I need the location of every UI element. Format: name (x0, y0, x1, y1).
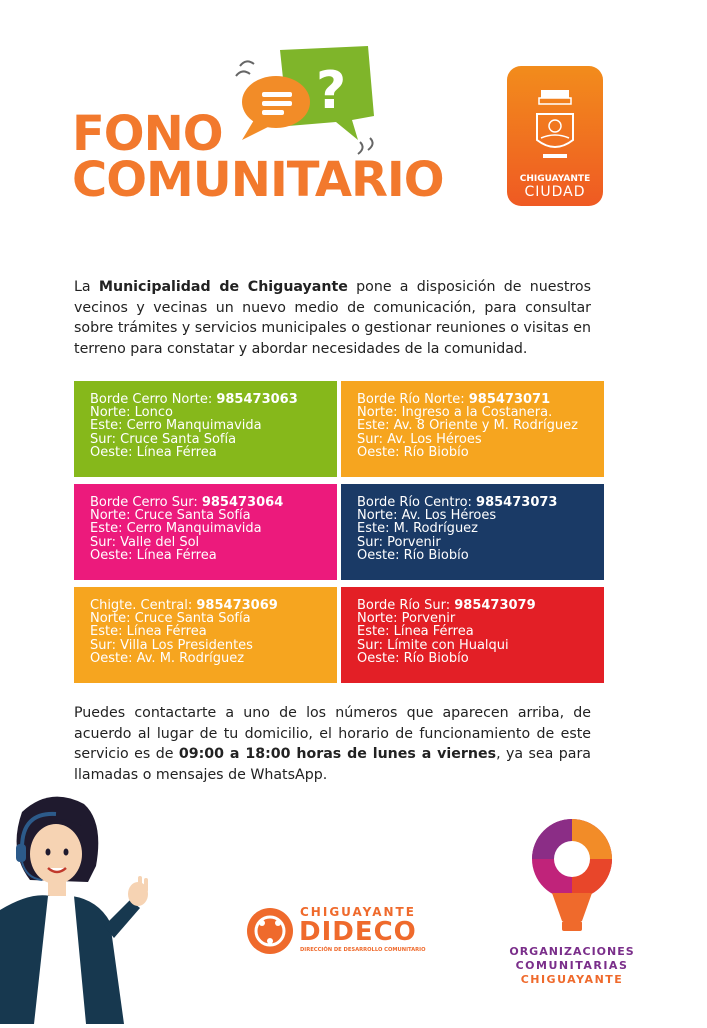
zone-name: Borde Río Centro: (357, 495, 477, 510)
zone-este: Este: M. Rodríguez (357, 521, 478, 537)
zone-oeste: Oeste: Línea Férrea (90, 547, 217, 563)
badge-line-2: CIUDAD (524, 184, 586, 200)
zone-este: Este: Línea Férrea (357, 624, 474, 640)
zone-norte: Norte: Av. Los Héroes (357, 508, 497, 524)
city-logo (507, 66, 603, 206)
zone-sur: Sur: Av. Los Héroes (357, 431, 482, 447)
contact-rest: , ya sea para llamadas o mensajes de WhatsApp. (74, 746, 592, 783)
intro-bold: Municipalidad de Chiguayante (98, 279, 348, 295)
zone-oeste: Oeste: Río Biobío (357, 650, 469, 666)
zone-sur: Sur: Villa Los Presidentes (90, 637, 253, 653)
dideco-top: CHIGUAYANTE (300, 905, 416, 919)
zone-name: Chigte. Central: (90, 598, 197, 613)
zone-norte: Norte: Porvenir (357, 611, 456, 627)
zone-norte: Norte: Ingreso a la Costanera. (357, 405, 553, 421)
zone-name: Borde Río Norte: (357, 392, 469, 407)
zone-oeste: Oeste: Línea Férrea (90, 444, 217, 460)
page-title (72, 106, 444, 208)
badge-line-1: CHIGUAYANTE (519, 174, 591, 184)
intro-rest: pone a disposición de nuestros vecinos y vecinas un nuevo medio de comunicación, para consultar sobre trámites y servicios municipales o gestionar reuniones o visitas en terreno para constatar y abordar necesidades de la comunidad. (74, 279, 591, 357)
zone-oeste: Oeste: Av. M. Rodríguez (90, 650, 245, 666)
zone-norte: Norte: Lonco (90, 405, 173, 421)
zone-sur: Sur: Límite con Hualqui (357, 637, 509, 653)
title-line-2: COMUNITARIO (72, 152, 444, 208)
zone-sur: Sur: Cruce Santa Sofía (90, 431, 237, 447)
zone-este: Este: Av. 8 Oriente y M. Rodríguez (357, 418, 578, 434)
svg-text:?: ? (316, 61, 347, 121)
dideco-logo (246, 905, 436, 957)
zone-phone: 985473079 (454, 598, 536, 613)
zone-norte: Norte: Cruce Santa Sofía (90, 508, 251, 524)
contact-hours: 09:00 a 18:00 horas de lunes a viernes (178, 746, 497, 762)
organizaciones-logo (508, 815, 636, 985)
city-shield-icon (531, 88, 579, 170)
zone-phone: 985473071 (468, 392, 551, 407)
zone-oeste: Oeste: Río Biobío (357, 547, 469, 563)
zone-card-borde-cerro-sur (74, 484, 337, 580)
zone-oeste: Oeste: Río Biobío (357, 444, 469, 460)
org-line-1: ORGANIZACIONES (509, 945, 635, 958)
zone-name: Borde Río Sur: (357, 598, 455, 613)
zone-card-borde-cerro-norte (74, 381, 337, 477)
contact-prefix: Puedes contactarte a uno de los números que aparecen arriba, de acuerdo al lugar de tu domicilio, el horario de funcionamiento de este servicio es de (74, 705, 591, 762)
zone-card-borde-rio-norte (341, 381, 604, 477)
zone-card-chigte-central (74, 587, 337, 683)
zone-este: Este: Línea Férrea (90, 624, 207, 640)
zone-phone: 985473063 (216, 392, 298, 407)
operator-illustration (0, 792, 160, 1024)
zone-norte: Norte: Cruce Santa Sofía (90, 611, 251, 627)
zone-este: Este: Cerro Manquimavida (90, 418, 262, 434)
contact-paragraph (74, 703, 591, 785)
zone-sur: Sur: Valle del Sol (90, 534, 200, 550)
zone-card-borde-rio-sur (341, 587, 604, 683)
title-line-1: FONO (72, 106, 223, 162)
zone-sur: Sur: Porvenir (357, 534, 441, 550)
zone-phone: 985473064 (201, 495, 284, 510)
org-line-3: CHIGUAYANTE (520, 973, 624, 986)
zone-name: Borde Cerro Sur: (90, 495, 202, 510)
zone-name: Borde Cerro Norte: (90, 392, 217, 407)
intro-prefix: La (74, 279, 99, 295)
zone-phone: 985473073 (476, 495, 558, 510)
zone-card-borde-rio-centro (341, 484, 604, 580)
intro-paragraph (74, 277, 591, 359)
dideco-sub: DIRECCIÓN DE DESARROLLO COMUNITARIO (300, 947, 426, 953)
zone-este: Este: Cerro Manquimavida (90, 521, 262, 537)
zone-phone: 985473069 (196, 598, 278, 613)
org-line-2: COMUNITARIAS (515, 959, 629, 972)
dideco-main: DIDECO (299, 917, 417, 947)
